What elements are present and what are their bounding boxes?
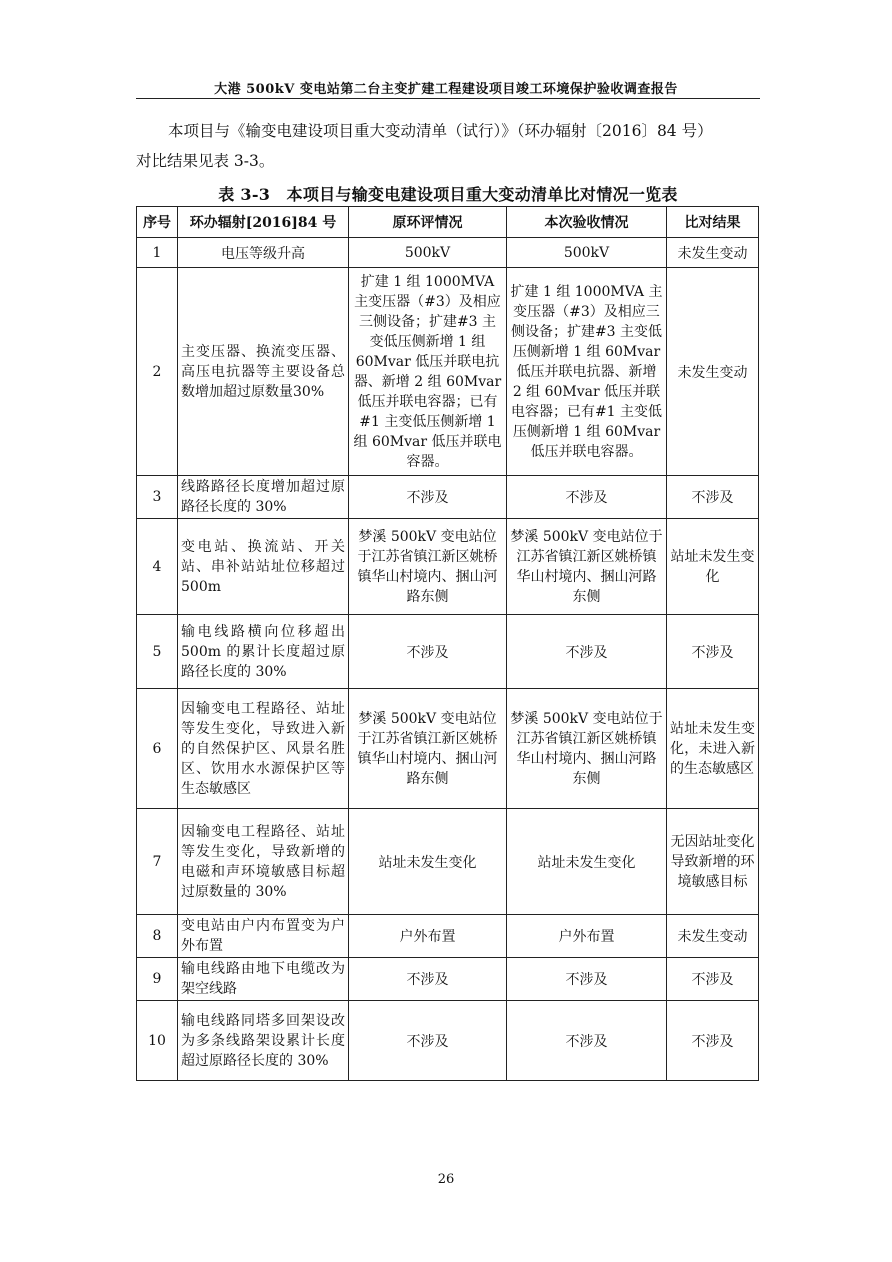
cell-index: 9 [137, 958, 178, 1001]
cell-index: 4 [137, 519, 178, 615]
cell-acceptance: 梦溪 500kV 变电站位于江苏省镇江新区姚桥镇华山村境内、捆山河路东侧 [507, 519, 667, 615]
header-cell-criterion: 环办辐射[2016]84 号 [178, 207, 349, 238]
table-row [137, 519, 759, 615]
cell-acceptance: 不涉及 [507, 615, 667, 689]
cell-original: 不涉及 [349, 1001, 507, 1081]
cell-index: 7 [137, 809, 178, 915]
cell-result: 未发生变动 [667, 915, 759, 958]
cell-original: 不涉及 [349, 615, 507, 689]
table-row [137, 1001, 759, 1081]
table-row [137, 958, 759, 1001]
comparison-table [136, 206, 759, 1081]
cell-criterion: 线路路径长度增加超过原路径长度的 30% [178, 476, 349, 519]
cell-acceptance: 不涉及 [507, 1001, 667, 1081]
cell-result: 无因站址变化导致新增的环境敏感目标 [667, 809, 759, 915]
table-header-row [137, 207, 759, 238]
cell-criterion: 电压等级升高 [178, 238, 349, 268]
cell-original: 梦溪 500kV 变电站位于江苏省镇江新区姚桥镇华山村境内、捆山河路东侧 [349, 519, 507, 615]
cell-result: 未发生变动 [667, 238, 759, 268]
cell-index: 3 [137, 476, 178, 519]
header-cell-original-eia: 原环评情况 [349, 207, 507, 238]
cell-criterion: 因输变电工程路径、站址等发生变化，导致新增的电磁和声环境敏感目标超过原数量的 30% [178, 809, 349, 915]
cell-original: 梦溪 500kV 变电站位于江苏省镇江新区姚桥镇华山村境内、捆山河路东侧 [349, 689, 507, 809]
cell-result: 站址未发生变化，未进入新的生态敏感区 [667, 689, 759, 809]
table-row [137, 809, 759, 915]
cell-index: 6 [137, 689, 178, 809]
cell-result: 不涉及 [667, 615, 759, 689]
header-cell-acceptance: 本次验收情况 [507, 207, 667, 238]
cell-criterion: 变电站、换流站、开关站、串补站站址位移超过 500m [178, 519, 349, 615]
cell-original: 站址未发生变化 [349, 809, 507, 915]
cell-result: 站址未发生变化 [667, 519, 759, 615]
table-row [137, 615, 759, 689]
cell-original: 不涉及 [349, 476, 507, 519]
cell-acceptance: 500kV [507, 238, 667, 268]
cell-result: 未发生变动 [667, 268, 759, 476]
cell-acceptance: 扩建 1 组 1000MVA 主变压器（#3）及相应三侧设备；扩建#3 主变低压侧新增 1 组 60Mvar 低压并联电抗器、新增 2 组 60Mvar 低压并联电容器；已有#1 主变低压侧新增 1 组 60Mvar 低压并联电容器。 [507, 268, 667, 476]
table-row [137, 476, 759, 519]
cell-result: 不涉及 [667, 476, 759, 519]
cell-criterion: 主变压器、换流变压器、高压电抗器等主要设备总数增加超过原数量30% [178, 268, 349, 476]
intro-paragraph [136, 116, 760, 176]
cell-original: 户外布置 [349, 915, 507, 958]
page-header-title: 大港 500kV 变电站第二台主变扩建工程建设项目竣工环境保护验收调查报告 [214, 82, 678, 97]
cell-criterion: 输电线路横向位移超出 500m 的累计长度超过原路径长度的 30% [178, 615, 349, 689]
table-row [137, 689, 759, 809]
cell-criterion: 输电线路同塔多回架设改为多条线路架设累计长度超过原路径长度的 30% [178, 1001, 349, 1081]
cell-criterion: 因输变电工程路径、站址等发生变化，导致进入新的自然保护区、风景名胜区、饮用水水源保护区等生态敏感区 [178, 689, 349, 809]
cell-criterion: 变电站由户内布置变为户外布置 [178, 915, 349, 958]
cell-index: 8 [137, 915, 178, 958]
cell-acceptance: 站址未发生变化 [507, 809, 667, 915]
page-number: 26 [437, 1172, 455, 1187]
cell-criterion: 输电线路由地下电缆改为架空线路 [178, 958, 349, 1001]
cell-acceptance: 不涉及 [507, 476, 667, 519]
table-title: 表 3-3 本项目与输变电建设项目重大变动清单比对情况一览表 [218, 185, 678, 204]
header-rule [136, 98, 760, 99]
cell-result: 不涉及 [667, 958, 759, 1001]
cell-index: 10 [137, 1001, 178, 1081]
cell-original: 扩建 1 组 1000MVA 主变压器（#3）及相应三侧设备；扩建#3 主变低压侧新增 1 组 60Mvar 低压并联电抗器、新增 2 组 60Mvar 低压并联电容器；已有#1 主变低压侧新增 1 组 60Mvar 低压并联电容器。 [349, 268, 507, 476]
cell-result: 不涉及 [667, 1001, 759, 1081]
table-row [137, 238, 759, 268]
cell-original: 不涉及 [349, 958, 507, 1001]
cell-index: 1 [137, 238, 178, 268]
table-row [137, 915, 759, 958]
cell-acceptance: 不涉及 [507, 958, 667, 1001]
header-cell-result: 比对结果 [667, 207, 759, 238]
header-cell-index: 序号 [137, 207, 178, 238]
cell-acceptance: 户外布置 [507, 915, 667, 958]
cell-index: 2 [137, 268, 178, 476]
table-row [137, 268, 759, 476]
intro-line-1: 本项目与《输变电建设项目重大变动清单（试行）》（环办辐射〔2016〕84 号） [168, 122, 713, 140]
cell-acceptance: 梦溪 500kV 变电站位于江苏省镇江新区姚桥镇华山村境内、捆山河路东侧 [507, 689, 667, 809]
cell-original: 500kV [349, 238, 507, 268]
intro-line-2: 对比结果见表 3-3。 [136, 152, 275, 170]
cell-index: 5 [137, 615, 178, 689]
